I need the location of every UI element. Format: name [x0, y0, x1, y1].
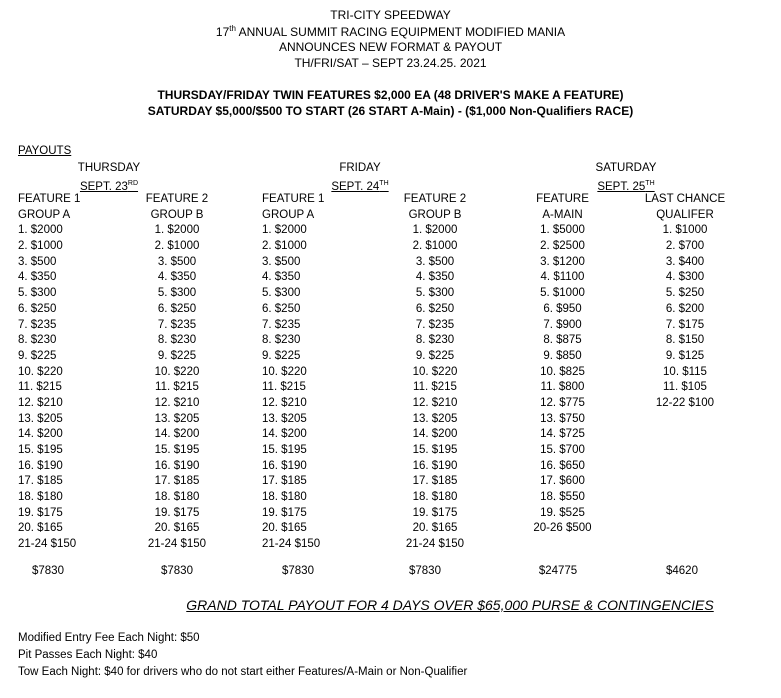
payout-column-fri-feature1	[262, 192, 362, 553]
column-subtitle: GROUP B	[150, 208, 204, 221]
footer-pit-passes: Pit Passes Each Night: $40	[18, 649, 158, 661]
title-speedway: TRI-CITY SPEEDWAY	[330, 8, 451, 22]
payout-row: 7. $235	[262, 318, 301, 331]
payout-row: 15. $700	[540, 444, 585, 456]
payout-row: 4. $350	[157, 271, 197, 284]
column-title: FEATURE 1	[262, 193, 325, 205]
payout-row: 1. $5000	[540, 224, 585, 237]
payout-row: 5. $300	[262, 287, 301, 300]
column-subtitle: GROUP A	[262, 208, 315, 221]
payout-row: 1. $2000	[412, 224, 458, 237]
payout-row: 20. $165	[154, 522, 200, 535]
footer-tow: Tow Each Night: $40 for drivers who do not start either Features/A-Main or Non-Qualifier	[18, 666, 468, 678]
payout-row: 15. $195	[154, 444, 200, 456]
payout-row: 21-24 $150	[18, 538, 77, 551]
day-thursday	[60, 160, 158, 195]
payout-row: 14. $725	[540, 428, 585, 441]
grand-total: GRAND TOTAL PAYOUT FOR 4 DAYS OVER $65,000 PURSE & CONTINGENCIES	[186, 597, 714, 613]
title-announce: ANNOUNCES NEW FORMAT & PAYOUT	[278, 40, 503, 54]
payout-row: 2. $2500	[540, 240, 585, 253]
payout-row: 15. $195	[262, 444, 307, 456]
total-thu-feature1: $7830	[32, 565, 64, 577]
payout-row: 14. $200	[412, 428, 458, 441]
payout-row: 1. $1000	[662, 224, 708, 237]
payout-column-thu-feature1	[18, 192, 118, 553]
title-event-sup: th	[229, 24, 236, 33]
payout-row: 2. $1000	[154, 240, 200, 253]
payout-row: 7. $175	[665, 318, 705, 331]
payout-row: 14. $200	[154, 428, 200, 441]
column-subtitle: QUALIFER	[656, 208, 714, 221]
day-date: SEPT. 24TH	[331, 180, 389, 193]
day-name: SATURDAY	[595, 162, 657, 174]
payout-row: 3. $500	[157, 255, 197, 268]
payout-row: 3. $400	[665, 255, 705, 268]
payout-row: 8. $230	[415, 334, 455, 347]
payout-column-sat-amain	[515, 192, 610, 537]
payout-row: 12. $210	[154, 396, 200, 409]
payout-row: 9. $125	[665, 349, 705, 362]
payout-row: 9. $225	[157, 349, 197, 362]
payout-row: 18. $180	[412, 491, 458, 504]
payout-row: 9. $850	[543, 349, 582, 362]
payout-row: 3. $500	[262, 255, 301, 268]
payout-row: 12. $210	[18, 396, 63, 409]
payout-row: 8. $230	[18, 334, 57, 347]
column-title: LAST CHANCE	[644, 193, 726, 205]
day-saturday	[578, 160, 674, 195]
payout-row: 5. $300	[18, 287, 57, 300]
payout-row: 2. $1000	[262, 240, 307, 253]
payout-row: 12. $210	[412, 396, 458, 409]
payout-row: 20. $165	[262, 522, 307, 535]
payout-row: 18. $180	[262, 491, 307, 504]
payout-row: 15. $195	[18, 444, 63, 456]
payout-row: 20. $165	[412, 522, 458, 535]
payout-row: 8. $230	[262, 334, 301, 347]
column-title: FEATURE	[536, 193, 589, 205]
payout-row: 19. $175	[262, 506, 307, 519]
payout-row: 10. $825	[540, 365, 585, 378]
column-title: FEATURE 2	[403, 193, 467, 205]
payout-row: 18. $180	[18, 491, 63, 504]
payout-row: 6. $250	[415, 302, 455, 315]
payout-row: 5. $1000	[540, 287, 585, 300]
payout-row: 11. $215	[18, 381, 62, 394]
payout-row: 2. $1000	[18, 240, 63, 253]
payout-row: 21-24 $150	[147, 538, 207, 551]
day-name: THURSDAY	[77, 162, 141, 174]
title-event-name: ANNUAL SUMMIT RACING EQUIPMENT MODIFIED MANIA	[235, 25, 566, 39]
payout-row: 11. $800	[540, 381, 585, 394]
payout-row: 5. $300	[157, 287, 197, 300]
payout-row: 4. $350	[262, 271, 301, 284]
payout-row: 19. $175	[412, 506, 458, 519]
total-fri-feature1: $7830	[282, 565, 314, 577]
payout-row: 6. $250	[157, 302, 197, 315]
payout-column-fri-feature2	[385, 192, 485, 553]
payout-row: 13. $205	[412, 412, 458, 425]
payout-row: 13. $205	[262, 412, 307, 425]
payout-row: 20-26 $500	[533, 522, 592, 535]
payout-row: 1. $2000	[262, 224, 307, 237]
payout-column-thu-feature2	[127, 192, 227, 553]
payout-row: 19. $175	[154, 506, 200, 519]
payout-row: 10. $220	[262, 365, 307, 378]
payout-row: 9. $225	[415, 349, 455, 362]
payout-row: 17. $185	[262, 475, 307, 488]
payout-row: 17. $600	[540, 475, 585, 488]
subheader-thu-fri: THURSDAY/FRIDAY TWIN FEATURES $2,000 EA (48 DRIVER'S MAKE A FEATURE)	[157, 88, 624, 102]
payout-row: 21-24 $150	[405, 538, 465, 551]
payout-row: 4. $1100	[540, 271, 585, 284]
payout-row: 16. $190	[262, 459, 307, 472]
payout-row: 18. $550	[540, 491, 585, 504]
payout-row: 13. $750	[540, 412, 585, 425]
payout-row: 14. $200	[262, 428, 307, 441]
column-subtitle: GROUP A	[18, 208, 71, 221]
title-event	[0, 24, 781, 39]
title-event-number: 17	[215, 25, 230, 39]
payout-row: 3. $500	[18, 255, 57, 268]
total-sat-lcq: $4620	[666, 565, 698, 577]
payout-row: 11. $105	[663, 381, 707, 394]
day-date: SEPT. 25TH	[597, 180, 655, 193]
subheader-saturday: SATURDAY $5,000/$500 TO START (26 START A-Main) - ($1,000 Non-Qualifiers RACE)	[147, 104, 634, 118]
payout-row: 15. $195	[412, 444, 458, 456]
payout-row: 10. $220	[154, 365, 200, 378]
payout-row: 6. $250	[18, 302, 57, 315]
payout-row: 19. $175	[18, 506, 63, 519]
payout-row: 4. $300	[665, 271, 705, 284]
payout-row: 19. $525	[540, 506, 585, 519]
payout-row: 11. $215	[262, 381, 306, 394]
payout-row: 4. $350	[415, 271, 455, 284]
payout-row: 13. $205	[154, 412, 200, 425]
total-sat-amain: $24775	[538, 565, 578, 577]
payout-row: 10. $220	[18, 365, 63, 378]
payout-row: 6. $200	[665, 302, 705, 315]
payout-row: 16. $190	[18, 459, 63, 472]
payout-row: 1. $2000	[18, 224, 63, 237]
payout-row: 7. $235	[18, 318, 57, 331]
payout-row: 7. $900	[543, 318, 582, 331]
day-friday	[310, 160, 410, 195]
column-title: FEATURE 1	[18, 193, 81, 205]
payout-row: 16. $190	[154, 459, 200, 472]
payout-row: 16. $190	[412, 459, 458, 472]
payout-row: 18. $180	[154, 491, 200, 504]
payout-row: 21-24 $150	[262, 538, 321, 551]
payout-row: 7. $235	[415, 318, 455, 331]
payout-row: 17. $185	[412, 475, 458, 488]
payouts-label: PAYOUTS	[18, 145, 72, 157]
payout-row: 1. $2000	[154, 224, 200, 237]
payout-row: 6. $950	[543, 302, 582, 315]
payout-row: 8. $230	[157, 334, 197, 347]
payout-row: 9. $225	[18, 349, 57, 362]
payout-row: 6. $250	[262, 302, 301, 315]
payout-row: 11. $215	[155, 381, 199, 394]
payout-row: 7. $235	[157, 318, 197, 331]
payout-row: 12-22 $100	[655, 396, 715, 409]
payout-row: 12. $775	[540, 396, 585, 409]
column-title: FEATURE 2	[145, 193, 209, 205]
payout-row: 20. $165	[18, 522, 63, 535]
total-thu-feature2: $7830	[161, 565, 193, 577]
day-name: FRIDAY	[339, 162, 381, 174]
total-fri-feature2: $7830	[409, 565, 441, 577]
payout-row: 2. $1000	[412, 240, 458, 253]
payout-row: 8. $875	[543, 334, 582, 347]
payout-row: 9. $225	[262, 349, 301, 362]
payout-row: 5. $300	[415, 287, 455, 300]
payout-row: 14. $200	[18, 428, 63, 441]
day-date: SEPT. 23RD	[79, 180, 139, 193]
payout-row: 5. $250	[665, 287, 705, 300]
column-subtitle: A-MAIN	[542, 208, 583, 221]
payout-row: 2. $700	[665, 240, 705, 253]
payout-row: 10. $115	[663, 365, 707, 378]
payout-row: 11. $215	[413, 381, 457, 394]
footer-entry-fee: Modified Entry Fee Each Night: $50	[18, 632, 200, 644]
title-dates: TH/FRI/SAT – SEPT 23.24.25. 2021	[294, 56, 487, 70]
payout-row: 10. $220	[412, 365, 458, 378]
column-subtitle: GROUP B	[408, 208, 462, 221]
payout-row: 3. $1200	[540, 255, 585, 268]
payout-row: 17. $185	[18, 475, 63, 488]
payout-row: 16. $650	[540, 459, 585, 472]
payout-row: 4. $350	[18, 271, 57, 284]
payout-row: 12. $210	[262, 396, 307, 409]
payout-row: 13. $205	[18, 412, 63, 425]
payout-row: 17. $185	[154, 475, 200, 488]
payout-row: 8. $150	[665, 334, 705, 347]
payout-row: 3. $500	[415, 255, 455, 268]
payout-column-sat-lcq	[630, 192, 740, 412]
